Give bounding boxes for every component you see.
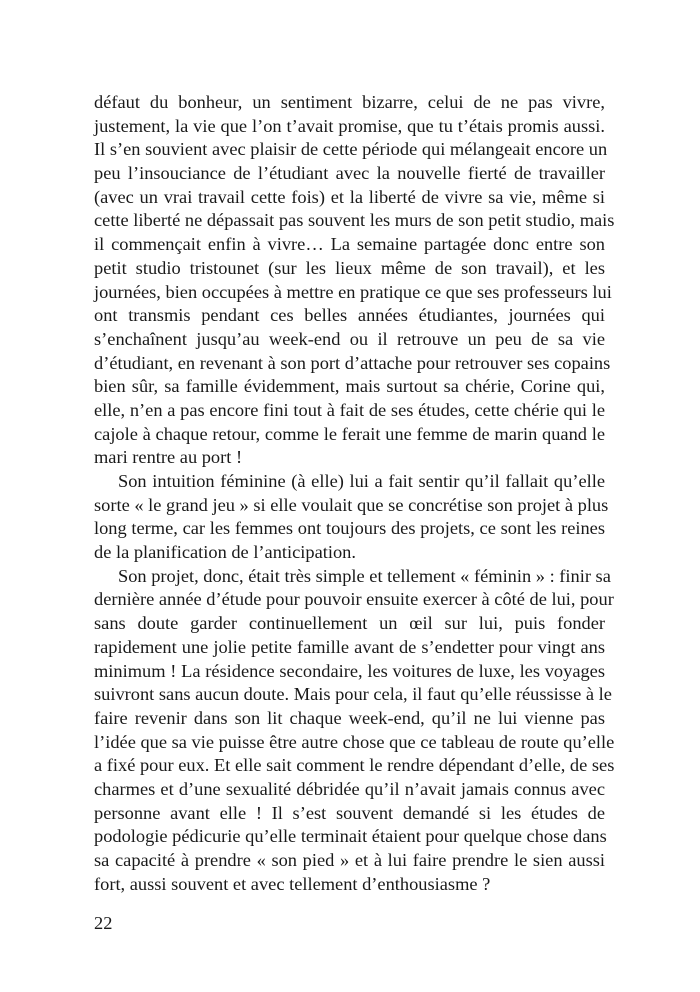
paragraph: [94, 470, 609, 565]
text-line: peu l’insouciance de l’étudiant avec la nouvelle fierté de travailler: [94, 163, 605, 184]
body-text: [94, 91, 615, 896]
text-line: justement, la vie que l’on t’avait promise, que tu t’étais promis aussi.: [94, 115, 605, 136]
text-line: charmes et d’une sexualité débridée qu’il n’avait jamais connus avec: [94, 778, 605, 799]
paragraph: [94, 91, 615, 470]
text-line: suivront sans aucun doute. Mais pour cela, il faut qu’elle réussisse à le: [94, 684, 612, 705]
text-line: défaut du bonheur, un sentiment bizarre, celui de ne pas vivre,: [94, 92, 605, 112]
page-number: 22: [94, 913, 113, 933]
text-line: rapidement une jolie petite famille avant de s’endetter pour vingt ans: [94, 636, 605, 657]
text-line: a fixé pour eux. Et elle sait comment le rendre dépendant d’elle, de ses: [94, 755, 615, 776]
text-line: long terme, car les femmes ont toujours des projets, ce sont les reines: [94, 518, 605, 539]
text-line: d’étudiant, en revenant à son port d’attache pour retrouver ses copains: [94, 352, 611, 373]
text-line: podologie pédicurie qu’elle terminait étaient pour quelque chose dans: [94, 826, 607, 847]
text-line: Son intuition féminine (à elle) lui a fait sentir qu’il fallait qu’elle: [118, 471, 605, 491]
text-line: dernière année d’étude pour pouvoir ensuite exercer à côté de lui, pour: [94, 589, 614, 610]
text-line: ont transmis pendant ces belles années étudiantes, journées qui: [94, 305, 605, 326]
text-line: cette liberté ne dépassait pas souvent les murs de son petit studio, mais: [94, 210, 615, 231]
text-line: minimum ! La résidence secondaire, les voitures de luxe, les voyages: [94, 660, 605, 681]
text-line: faire revenir dans son lit chaque week-end, qu’il ne lui vienne pas: [94, 707, 605, 728]
text-line: de la planification de l’anticipation.: [94, 542, 356, 563]
text-line: cajole à chaque retour, comme le ferait une femme de marin quand le: [94, 423, 605, 444]
text-line: Son projet, donc, était très simple et tellement « féminin » : finir sa: [118, 565, 611, 586]
text-line: il commençait enfin à vivre… La semaine partagée donc entre son: [94, 234, 605, 255]
text-line: s’enchaînent jusqu’au week-end ou il retrouve un peu de sa vie: [94, 328, 605, 349]
text-line: petit studio tristounet (sur les lieux même de son travail), et les: [94, 257, 605, 278]
text-line: sorte « le grand jeu » si elle voulait que se concrétise son projet à plus: [94, 494, 609, 515]
text-line: Il s’en souvient avec plaisir de cette période qui mélangeait encore un: [94, 139, 608, 160]
text-line: l’idée que sa vie puisse être autre chose que ce tableau de route qu’elle: [94, 731, 615, 752]
text-line: mari rentre au port !: [94, 447, 243, 468]
text-line: personne avant elle ! Il s’est souvent demandé si les études de: [94, 802, 605, 823]
text-line: sa capacité à prendre « son pied » et à lui faire prendre le sien aussi: [94, 850, 605, 870]
text-line: sans doute garder continuellement un œil sur lui, puis fonder: [94, 613, 605, 634]
text-line: bien sûr, sa famille évidemment, mais surtout sa chérie, Corine qui,: [94, 376, 605, 397]
paragraph: [94, 565, 615, 897]
text-line: elle, n’en a pas encore fini tout à fait de ses études, cette chérie qui le: [94, 399, 605, 420]
text-line: journées, bien occupées à mettre en pratique ce que ses professeurs lui: [94, 281, 612, 302]
text-line: fort, aussi souvent et avec tellement d’enthousiasme ?: [94, 873, 491, 894]
text-line: (avec un vrai travail cette fois) et la liberté de vivre sa vie, même si: [94, 186, 605, 207]
